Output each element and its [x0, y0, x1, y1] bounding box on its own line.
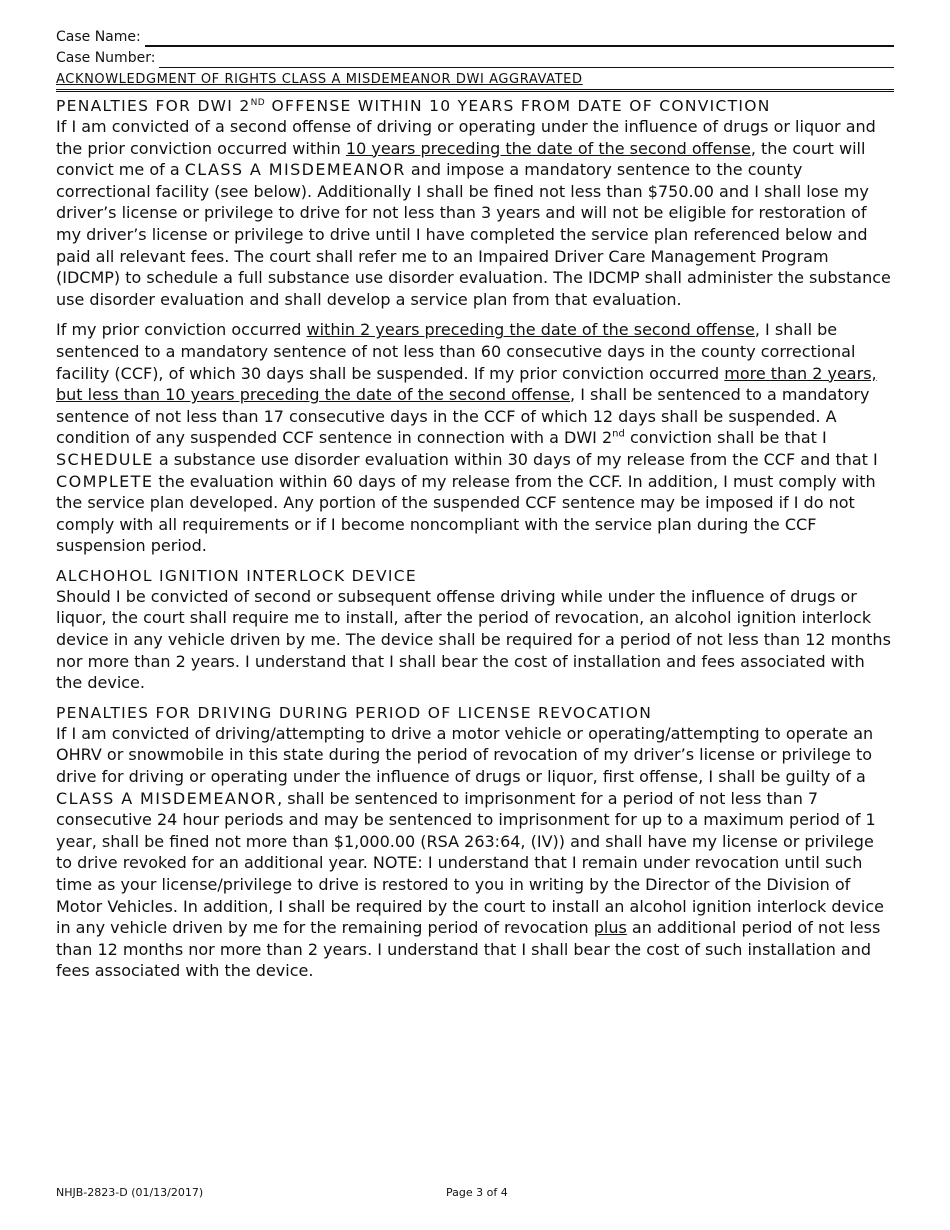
case-name-row: [56, 26, 894, 47]
case-number-row: [56, 47, 894, 68]
paragraph-second-offense: If I am convicted of a second offense of driving or operating under the influence of drugs or liquor and the prior conviction occurred within 10 years preceding the date of the second offense, the court will convict me of a CLASS A MISDEMEANOR and impose a mandatory sentence to the county correctional facility (see below). Additionally I shall be fined not less than $750.00 and I shall lose my driver’s license or privilege to drive for not less than 3 years and will not be eligible for restoration of my driver’s license or privilege to drive until I have completed the service plan referenced below and paid all relevant fees. The court shall refer me to an Impaired Driver Care Management Program (IDCMP) to schedule a full substance use disorder evaluation. The IDCMP shall administer the substance use disorder evaluation and shall develop a service plan from that evaluation.: [56, 117, 891, 309]
paragraph-interlock: Should I be convicted of second or subsequent offense driving while under the influence of drugs or liquor, the court shall require me to install, after the period of revocation, an alcohol ignition interlock device in any vehicle driven by me. The device shall be required for a period of not less than 12 months nor more than 2 years. I understand that I shall bear the cost of installation and fees associated with the device.: [56, 586, 891, 693]
section-title-dwi-2nd-offense: PENALTIES FOR DWI 2ND OFFENSE WITHIN 10 YEARS FROM DATE OF CONVICTION: [56, 97, 771, 115]
title-divider: [56, 89, 894, 90]
page-number: Page 3 of 4: [446, 1186, 508, 1199]
case-name-label: Case Name:: [56, 29, 141, 45]
document-page: [56, 26, 894, 982]
paragraph-revocation: If I am convicted of driving/attempting to drive a motor vehicle or operating/attempting to operate an OHRV or snowmobile in this state during the period of revocation of my driver’s license or privilege to drive for driving or operating under the influence of drugs or liquor, first offense, I shall be guilty of a CLASS A MISDEMEANOR, shall be sentenced to imprisonment for a period of not less than 7 consecutive 24 hour periods and may be sentenced to imprisonment for up to a maximum period of 1 year, shall be fined not more than $1,000.00 (RSA 263:64, (IV)) and shall have my license or privilege to drive revoked for an additional year. NOTE: I understand that I remain under revocation until such time as your license/privilege to drive is restored to you in writing by the Director of the Division of Motor Vehicles. In addition, I shall be required by the court to install an alcohol ignition interlock device in any vehicle driven by me for the remaining period of revocation plus an additional period of not less than 12 months nor more than 2 years. I understand that I shall bear the cost of such installation and fees associated with the device.: [56, 723, 884, 981]
section-title-interlock: ALCHOHOL IGNITION INTERLOCK DEVICE: [56, 566, 417, 585]
case-number-field[interactable]: [159, 51, 894, 68]
title-divider-second: [56, 91, 894, 92]
section-title-revocation: PENALTIES FOR DRIVING DURING PERIOD OF LICENSE REVOCATION: [56, 703, 653, 722]
form-title: ACKNOWLEDGMENT OF RIGHTS CLASS A MISDEMEANOR DWI AGGRAVATED: [56, 72, 583, 87]
case-number-label: Case Number:: [56, 50, 156, 66]
form-number: NHJB-2823-D (01/13/2017): [56, 1186, 204, 1199]
case-name-field[interactable]: [145, 29, 894, 47]
paragraph-ccf-sentence: If my prior conviction occurred within 2 years preceding the date of the second offense, I shall be sentenced to a mandatory sentence of not less than 60 consecutive days in the county correctional facility (CCF), of which 30 days shall be suspended. If my prior conviction occurred more than 2 years, but less than 10 years preceding the date of the second offense, I shall be sentenced to a mandatory sentence of not less than 17 consecutive days in the CCF of which 12 days shall be suspended. A condition of any suspended CCF sentence in connection with a DWI 2nd conviction shall be that I SCHEDULE a substance use disorder evaluation within 30 days of my release from the CCF and that I COMPLETE the evaluation within 60 days of my release from the CCF. In addition, I must comply with the service plan developed. Any portion of the suspended CCF sentence may be imposed if I do not comply with all requirements or if I become noncompliant with the service plan during the CCF suspension period.: [56, 320, 878, 556]
